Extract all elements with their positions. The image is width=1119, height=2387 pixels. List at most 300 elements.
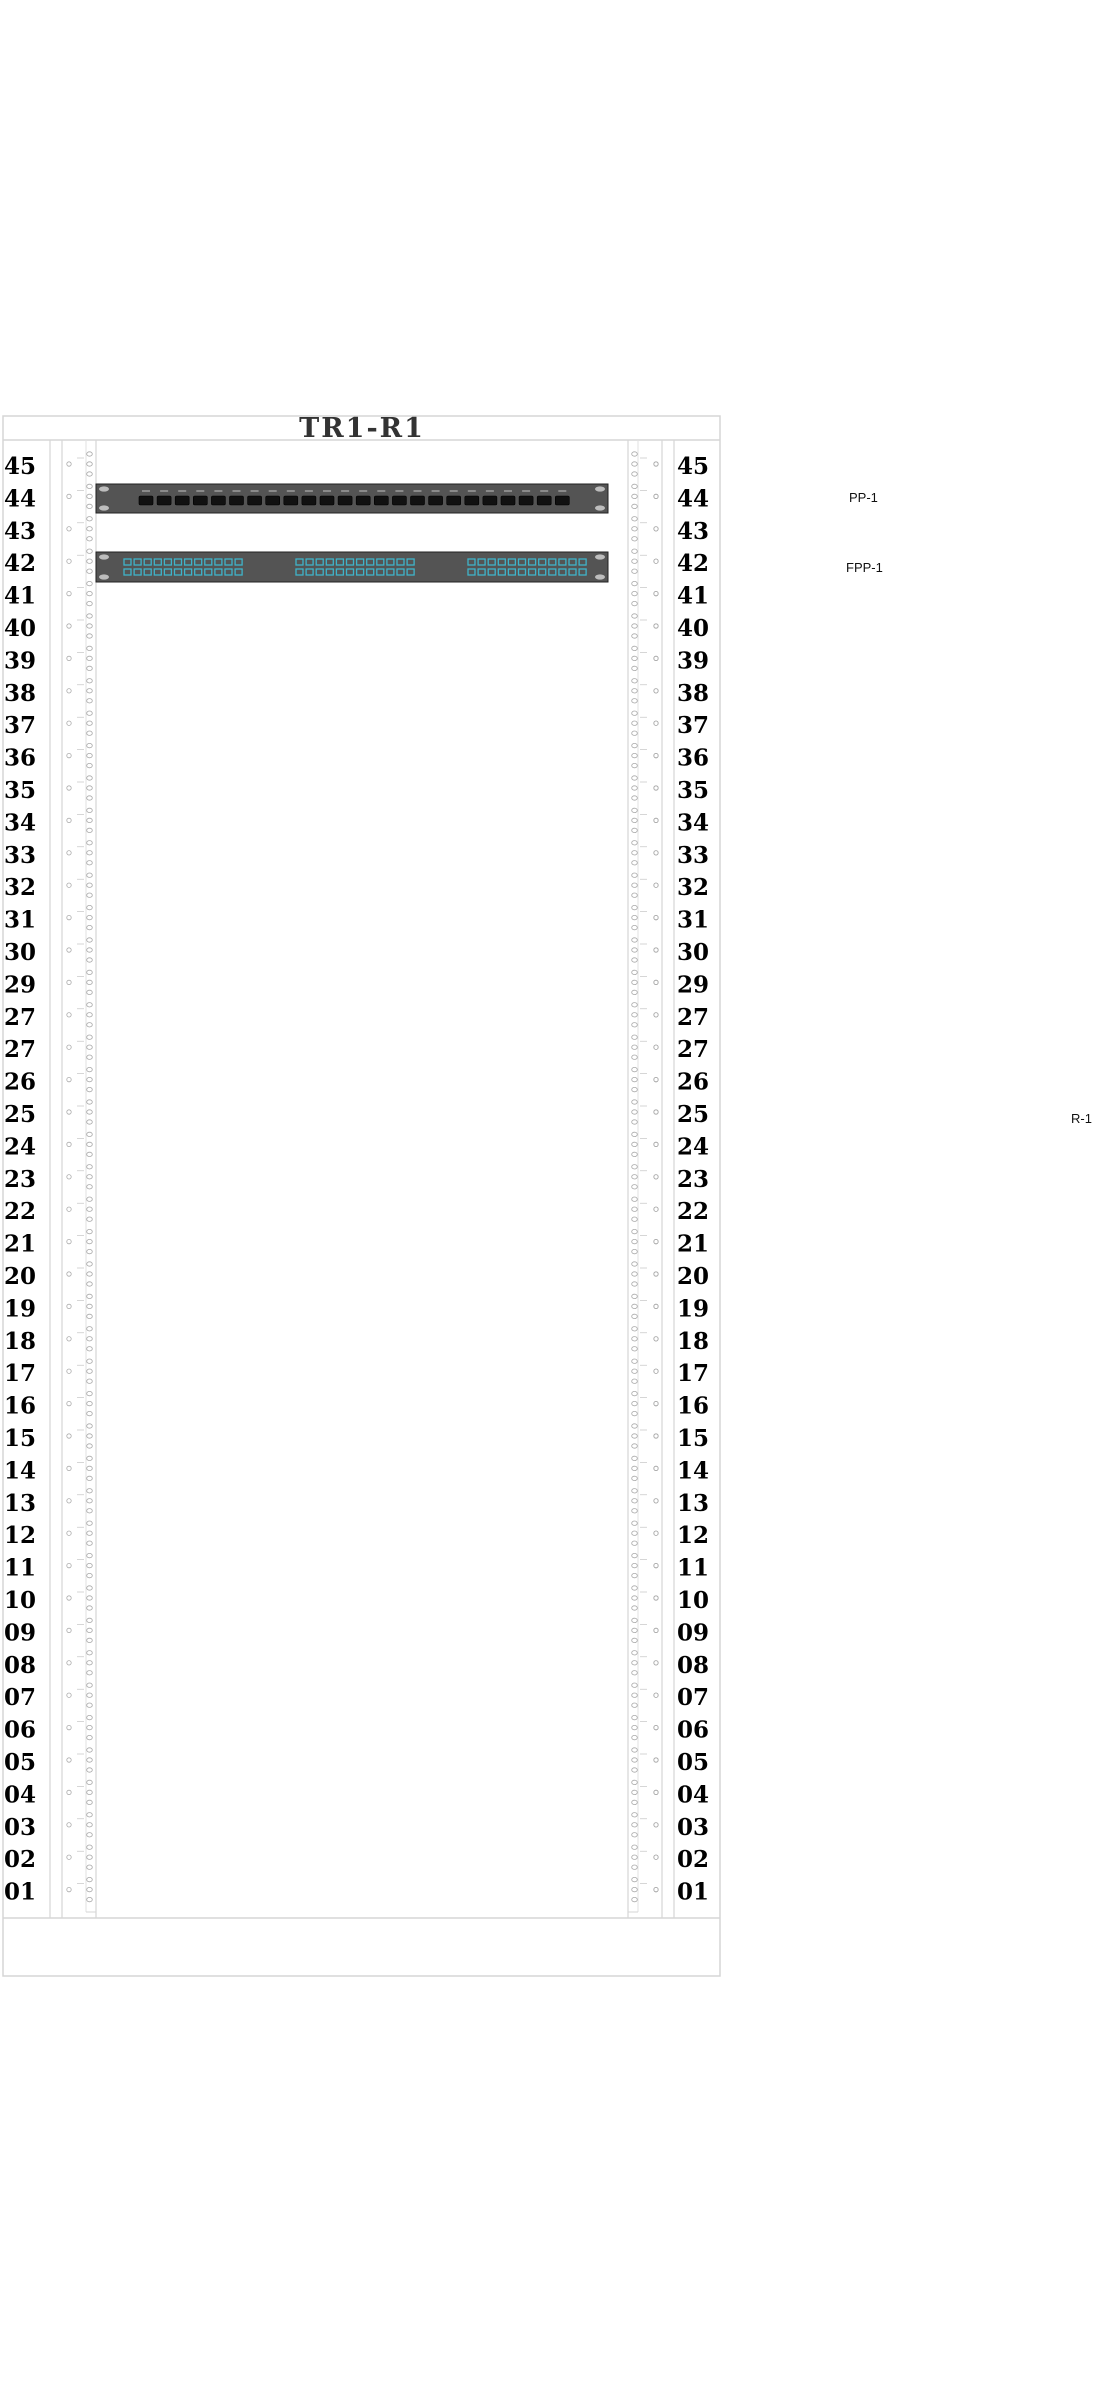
- rail-slot-icon: [632, 915, 638, 919]
- rail-slot-icon: [632, 1683, 638, 1687]
- rj45-port-icon[interactable]: [284, 496, 298, 505]
- rail-hole-icon: [654, 1790, 658, 1794]
- rack-unit-label-left: 05: [4, 1749, 37, 1776]
- rail-slot-icon: [632, 1671, 638, 1675]
- rail-hole-icon: [67, 624, 71, 628]
- rail-hole-icon: [67, 818, 71, 822]
- rail-slot-icon: [87, 1531, 93, 1535]
- rail-hole-icon: [67, 1628, 71, 1632]
- rail-slot-icon: [632, 549, 638, 553]
- rail-slot-icon: [632, 537, 638, 541]
- mounting-ear-icon: [99, 505, 109, 510]
- port-number-mark: [323, 490, 331, 492]
- rail-hole-icon: [67, 1823, 71, 1827]
- rail-hole-icon: [67, 1499, 71, 1503]
- rail-hole-icon: [654, 494, 658, 498]
- rail-slot-icon: [632, 1152, 638, 1156]
- rack-unit-label-right: 35: [677, 777, 710, 804]
- rail-slot-icon: [87, 1272, 93, 1276]
- rail-slot-icon: [87, 970, 93, 974]
- rail-slot-icon: [87, 656, 93, 660]
- rack-unit-label-right: 10: [677, 1587, 710, 1614]
- rail-slot-icon: [632, 1401, 638, 1405]
- rail-slot-icon: [87, 1586, 93, 1590]
- rail-slot-icon: [632, 484, 638, 488]
- rail-hole-icon: [67, 1758, 71, 1762]
- rail-slot-icon: [632, 1531, 638, 1535]
- rack-unit-label-right: 32: [677, 874, 710, 902]
- rj45-port-icon[interactable]: [230, 496, 244, 505]
- rack-unit-label-left: 23: [4, 1165, 37, 1193]
- rail-slot-icon: [87, 1369, 93, 1373]
- rail-slot-icon: [87, 614, 93, 618]
- rail-slot-icon: [632, 1434, 638, 1438]
- rail-slot-icon: [87, 646, 93, 650]
- rack-unit-label-left: 09: [4, 1619, 37, 1647]
- rj45-port-icon[interactable]: [447, 496, 461, 505]
- rail-hole-icon: [654, 1239, 658, 1243]
- rail-hole-icon: [654, 1337, 658, 1341]
- rail-hole-icon: [654, 1304, 658, 1308]
- rail-slot-icon: [87, 1359, 93, 1363]
- rj45-port-icon[interactable]: [555, 496, 569, 505]
- rail-slot-icon: [87, 905, 93, 909]
- rail-slot-icon: [632, 1466, 638, 1470]
- rail-slot-icon: [632, 1023, 638, 1027]
- rail-slot-icon: [87, 1185, 93, 1189]
- rail-slot-icon: [632, 1651, 638, 1655]
- rail-slot-icon: [87, 1466, 93, 1470]
- rj45-port-icon[interactable]: [411, 496, 425, 505]
- rack-unit-label-right: 31: [677, 906, 710, 934]
- rail-hole-icon: [67, 851, 71, 855]
- rail-slot-icon: [632, 925, 638, 929]
- rj45-port-icon[interactable]: [392, 496, 406, 505]
- rail-hole-icon: [654, 1887, 658, 1891]
- rack-unit-label-right: 12: [677, 1522, 710, 1550]
- rail-slot-icon: [87, 581, 93, 585]
- rack-unit-label-left: 18: [4, 1327, 37, 1355]
- mounting-ear-icon: [99, 574, 109, 579]
- rail-slot-icon: [632, 1444, 638, 1448]
- rail-hole-icon: [67, 591, 71, 595]
- port-number-mark: [341, 490, 349, 492]
- rack-unit-label-left: 43: [4, 517, 37, 545]
- rail-slot-icon: [87, 1434, 93, 1438]
- rj45-port-icon[interactable]: [429, 496, 443, 505]
- rail-slot-icon: [87, 1444, 93, 1448]
- rj45-port-icon[interactable]: [356, 496, 370, 505]
- rail-slot-icon: [87, 1304, 93, 1308]
- rack-unit-label-right: 41: [677, 582, 710, 610]
- rail-slot-icon: [87, 494, 93, 498]
- rail-slot-icon: [632, 1456, 638, 1460]
- rail-slot-icon: [632, 743, 638, 747]
- rail-slot-icon: [87, 1845, 93, 1849]
- rail-slot-icon: [632, 1476, 638, 1480]
- port-number-mark: [251, 490, 259, 492]
- rail-slot-icon: [632, 1845, 638, 1849]
- rail-hole-icon: [654, 1823, 658, 1827]
- rail-hole-icon: [654, 1855, 658, 1859]
- rail-slot-icon: [87, 537, 93, 541]
- rail-slot-icon: [87, 504, 93, 508]
- rail-slot-icon: [87, 796, 93, 800]
- rack-unit-label-right: 21: [677, 1230, 710, 1258]
- rack-unit-label-left: 10: [4, 1587, 37, 1614]
- rail-slot-icon: [87, 893, 93, 897]
- rail-slot-icon: [632, 1521, 638, 1525]
- unit-labels: [4, 453, 709, 1906]
- rail-slot-icon: [87, 776, 93, 780]
- rail-slot-icon: [87, 1347, 93, 1351]
- rail-slot-icon: [632, 905, 638, 909]
- rail-slot-icon: [87, 1715, 93, 1719]
- rail-slot-icon: [632, 689, 638, 693]
- rail-slot-icon: [87, 666, 93, 670]
- rail-hole-icon: [67, 559, 71, 563]
- rack-unit-label-right: 02: [677, 1846, 710, 1874]
- rail-slot-icon: [87, 786, 93, 790]
- rail-slot-icon: [632, 1780, 638, 1784]
- rail-slot-icon: [87, 1628, 93, 1632]
- rail-slot-icon: [632, 472, 638, 476]
- rack-unit-label-left: 36: [4, 744, 37, 772]
- rack-unit-label-right: 24: [677, 1133, 710, 1161]
- rail-slot-icon: [632, 1800, 638, 1804]
- rack-unit-label-right: 44: [677, 485, 710, 513]
- rj45-port-icon[interactable]: [483, 496, 497, 505]
- rj45-port-icon[interactable]: [175, 496, 189, 505]
- rail-slot-icon: [632, 1768, 638, 1772]
- rack-unit-label-right: 23: [677, 1165, 710, 1193]
- rail-slot-icon: [87, 1207, 93, 1211]
- rj45-port-icon[interactable]: [193, 496, 207, 505]
- rail-slot-icon: [87, 1379, 93, 1383]
- rail-slot-icon: [632, 504, 638, 508]
- rack-unit-label-right: 27: [677, 1003, 710, 1031]
- rack-unit-label-right: 14: [677, 1457, 710, 1485]
- port-number-mark: [305, 490, 313, 492]
- rail-slot-icon: [632, 1003, 638, 1007]
- rail-slot-icon: [632, 517, 638, 521]
- rail-slot-icon: [87, 1768, 93, 1772]
- rj45-port-icon[interactable]: [519, 496, 533, 505]
- fiber-patch-panel-fpp-1[interactable]: [96, 552, 608, 582]
- rail-hole-icon: [654, 786, 658, 790]
- rack-label-r-1: R-1: [1071, 1111, 1092, 1126]
- rail-slot-icon: [87, 1606, 93, 1610]
- rack-unit-label-left: 32: [4, 874, 37, 902]
- rail-slot-icon: [632, 601, 638, 605]
- rail-hole-icon: [654, 818, 658, 822]
- rail-slot-icon: [632, 851, 638, 855]
- rail-slot-icon: [632, 958, 638, 962]
- rack-unit-label-right: 36: [677, 744, 710, 772]
- rail-slot-icon: [87, 1217, 93, 1221]
- rail-slot-icon: [87, 1833, 93, 1837]
- rail-hole-icon: [654, 1725, 658, 1729]
- rj45-port-icon[interactable]: [465, 496, 479, 505]
- rail-slot-icon: [632, 1262, 638, 1266]
- port-number-mark: [214, 490, 222, 492]
- rail-slot-icon: [87, 591, 93, 595]
- rail-slot-icon: [632, 1055, 638, 1059]
- rail-slot-icon: [87, 1411, 93, 1415]
- rj45-port-icon[interactable]: [266, 496, 280, 505]
- rail-slot-icon: [87, 1003, 93, 1007]
- rail-slot-icon: [87, 743, 93, 747]
- rail-slot-icon: [87, 1239, 93, 1243]
- rail-slot-icon: [632, 527, 638, 531]
- rail-slot-icon: [632, 1165, 638, 1169]
- rail-slot-icon: [87, 1725, 93, 1729]
- rail-slot-icon: [632, 656, 638, 660]
- rack-unit-label-left: 30: [4, 939, 37, 966]
- rail-slot-icon: [632, 1833, 638, 1837]
- rack-unit-label-right: 15: [677, 1425, 710, 1452]
- rack-unit-label-left: 08: [4, 1651, 37, 1679]
- rack-unit-label-left: 07: [4, 1684, 37, 1712]
- rj45-port-icon[interactable]: [248, 496, 262, 505]
- rail-slot-icon: [632, 1100, 638, 1104]
- rail-slot-icon: [87, 1391, 93, 1395]
- rail-hole-icon: [67, 462, 71, 466]
- rail-hole-icon: [654, 1175, 658, 1179]
- rail-hole-icon: [654, 559, 658, 563]
- rail-slot-icon: [632, 721, 638, 725]
- rail-slot-icon: [87, 484, 93, 488]
- rail-slot-icon: [87, 980, 93, 984]
- rail-hole-icon: [67, 1725, 71, 1729]
- rail-slot-icon: [87, 841, 93, 845]
- rail-hole-icon: [67, 1855, 71, 1859]
- rail-slot-icon: [87, 1553, 93, 1557]
- rail-slot-icon: [632, 462, 638, 466]
- rail-slot-icon: [632, 666, 638, 670]
- rail-slot-icon: [632, 1337, 638, 1341]
- rail-hole-icon: [654, 948, 658, 952]
- rack-unit-label-left: 20: [4, 1263, 37, 1290]
- rj45-port-icon[interactable]: [501, 496, 515, 505]
- rail-slot-icon: [632, 1359, 638, 1363]
- rail-slot-icon: [632, 1638, 638, 1642]
- rail-slot-icon: [632, 1586, 638, 1590]
- rail-slot-icon: [632, 731, 638, 735]
- rack-unit-label-right: 29: [677, 971, 710, 999]
- rack-unit-label-right: 25: [677, 1101, 710, 1128]
- rack-title: TR1-R1: [299, 413, 425, 444]
- rail-slot-icon: [632, 1327, 638, 1331]
- rail-hole-icon: [67, 1175, 71, 1179]
- rj45-port-icon[interactable]: [211, 496, 225, 505]
- rail-slot-icon: [632, 948, 638, 952]
- rail-slot-icon: [87, 1100, 93, 1104]
- rail-slot-icon: [87, 1110, 93, 1114]
- rail-slot-icon: [87, 1456, 93, 1460]
- rail-slot-icon: [87, 1823, 93, 1827]
- rail-slot-icon: [632, 1563, 638, 1567]
- mounting-ear-icon: [595, 554, 605, 559]
- rail-slot-icon: [632, 1229, 638, 1233]
- rail-slot-icon: [632, 1606, 638, 1610]
- rail-slot-icon: [87, 1661, 93, 1665]
- rail-hole-icon: [654, 689, 658, 693]
- rail-slot-icon: [87, 1401, 93, 1405]
- rail-slot-icon: [87, 559, 93, 563]
- rj45-port-icon[interactable]: [139, 496, 153, 505]
- rail-hole-icon: [654, 462, 658, 466]
- rack-unit-label-left: 24: [4, 1133, 37, 1161]
- rail-slot-icon: [87, 1748, 93, 1752]
- rack-unit-label-left: 42: [4, 550, 37, 578]
- rail-slot-icon: [87, 1282, 93, 1286]
- rail-slot-icon: [632, 1823, 638, 1827]
- rack-unit-label-right: 42: [677, 550, 710, 578]
- rail-slot-icon: [632, 1618, 638, 1622]
- rack-unit-label-left: 06: [4, 1716, 37, 1744]
- rail-slot-icon: [632, 828, 638, 832]
- rail-slot-icon: [632, 1703, 638, 1707]
- rail-slot-icon: [87, 1045, 93, 1049]
- port-number-mark: [178, 490, 186, 492]
- rack-unit-label-left: 45: [4, 453, 37, 480]
- port-number-mark: [233, 490, 241, 492]
- rail-slot-icon: [632, 1347, 638, 1351]
- rail-slot-icon: [87, 925, 93, 929]
- port-number-mark: [486, 490, 494, 492]
- rail-slot-icon: [632, 569, 638, 573]
- rail-slot-icon: [632, 1132, 638, 1136]
- mounting-ear-icon: [595, 486, 605, 491]
- rail-slot-icon: [632, 494, 638, 498]
- rail-slot-icon: [632, 1553, 638, 1557]
- rail-slot-icon: [87, 1035, 93, 1039]
- rail-slot-icon: [87, 1175, 93, 1179]
- rail-slot-icon: [632, 1207, 638, 1211]
- rail-slot-icon: [87, 873, 93, 877]
- rail-hole-icon: [67, 1077, 71, 1081]
- rail-hole-icon: [654, 980, 658, 984]
- rail-slot-icon: [632, 1758, 638, 1762]
- rail-slot-icon: [87, 1337, 93, 1341]
- rail-slot-icon: [632, 1185, 638, 1189]
- rail-slot-icon: [87, 1120, 93, 1124]
- rail-hole-icon: [654, 624, 658, 628]
- rack-unit-label-left: 21: [4, 1230, 37, 1258]
- rack-unit-label-left: 37: [4, 712, 37, 740]
- rail-slot-icon: [632, 1715, 638, 1719]
- rail-hole-icon: [654, 1499, 658, 1503]
- rail-slot-icon: [87, 1055, 93, 1059]
- rj45-port-icon[interactable]: [320, 496, 334, 505]
- rail-slot-icon: [87, 1229, 93, 1233]
- rj45-port-icon[interactable]: [537, 496, 551, 505]
- rail-slot-icon: [87, 1489, 93, 1493]
- rail-slot-icon: [87, 1142, 93, 1146]
- rail-slot-icon: [632, 1294, 638, 1298]
- rack-unit-label-right: 06: [677, 1716, 710, 1744]
- rail-slot-icon: [87, 1563, 93, 1567]
- rack-unit-label-left: 14: [4, 1457, 37, 1485]
- rail-slot-icon: [632, 1197, 638, 1201]
- rack-unit-label-right: 11: [677, 1554, 710, 1582]
- rj45-port-icon[interactable]: [374, 496, 388, 505]
- rail-hole-icon: [654, 1401, 658, 1405]
- mounting-ear-icon: [99, 486, 109, 491]
- rail-hole-icon: [67, 1466, 71, 1470]
- rail-hole-icon: [654, 1077, 658, 1081]
- rail-slot-icon: [632, 1035, 638, 1039]
- rail-slot-icon: [632, 873, 638, 877]
- rail-slot-icon: [632, 1379, 638, 1383]
- device-label-fpp-1: FPP-1: [846, 560, 883, 575]
- rail-slot-icon: [87, 1521, 93, 1525]
- rail-slot-icon: [87, 1165, 93, 1169]
- rail-slot-icon: [632, 1855, 638, 1859]
- rack-unit-label-left: 25: [4, 1101, 37, 1128]
- rail-slot-icon: [632, 1304, 638, 1308]
- rail-slot-icon: [87, 1683, 93, 1687]
- rj45-port-icon[interactable]: [302, 496, 316, 505]
- rail-slot-icon: [632, 1661, 638, 1665]
- rack-unit-label-right: 20: [677, 1263, 710, 1290]
- rail-slot-icon: [632, 893, 638, 897]
- patch-panel-pp-1[interactable]: [96, 484, 608, 513]
- rail-slot-icon: [87, 1865, 93, 1869]
- rail-slot-icon: [87, 1013, 93, 1017]
- rail-slot-icon: [632, 679, 638, 683]
- rack-unit-label-right: 17: [677, 1360, 710, 1388]
- rail-slot-icon: [632, 786, 638, 790]
- rack-unit-label-left: 41: [4, 582, 37, 610]
- rail-hole-icon: [67, 1304, 71, 1308]
- rail-hole-icon: [654, 656, 658, 660]
- rj45-port-icon[interactable]: [157, 496, 171, 505]
- rack-unit-label-left: 04: [4, 1781, 37, 1809]
- rail-slot-icon: [87, 1197, 93, 1201]
- rail-slot-icon: [632, 1573, 638, 1577]
- rack-unit-label-right: 26: [677, 1068, 710, 1096]
- rail-slot-icon: [632, 1541, 638, 1545]
- rail-slot-icon: [632, 990, 638, 994]
- rail-slot-icon: [87, 462, 93, 466]
- rack-unit-label-left: 38: [4, 679, 37, 707]
- device-label-pp-1: PP-1: [849, 490, 878, 505]
- rack-unit-label-right: 18: [677, 1327, 710, 1355]
- rail-slot-icon: [87, 634, 93, 638]
- rail-hole-icon: [67, 915, 71, 919]
- rj45-port-icon[interactable]: [338, 496, 352, 505]
- rack-unit-label-right: 30: [677, 939, 710, 966]
- rail-hole-icon: [654, 1693, 658, 1697]
- rail-slot-icon: [87, 1314, 93, 1318]
- rail-slot-icon: [87, 1132, 93, 1136]
- rail-hole-icon: [67, 1239, 71, 1243]
- rail-slot-icon: [87, 679, 93, 683]
- rack-unit-label-right: 22: [677, 1198, 710, 1226]
- rail-slot-icon: [632, 970, 638, 974]
- rail-hole-icon: [654, 1758, 658, 1762]
- rack-unit-label-left: 26: [4, 1068, 37, 1096]
- rack-unit-label-left: 12: [4, 1522, 37, 1550]
- rail-hole-icon: [67, 1272, 71, 1276]
- rail-hole-icon: [67, 1887, 71, 1891]
- rail-slot-icon: [632, 1369, 638, 1373]
- rail-slot-icon: [87, 990, 93, 994]
- rail-slot-icon: [87, 1067, 93, 1071]
- rail-slot-icon: [632, 1067, 638, 1071]
